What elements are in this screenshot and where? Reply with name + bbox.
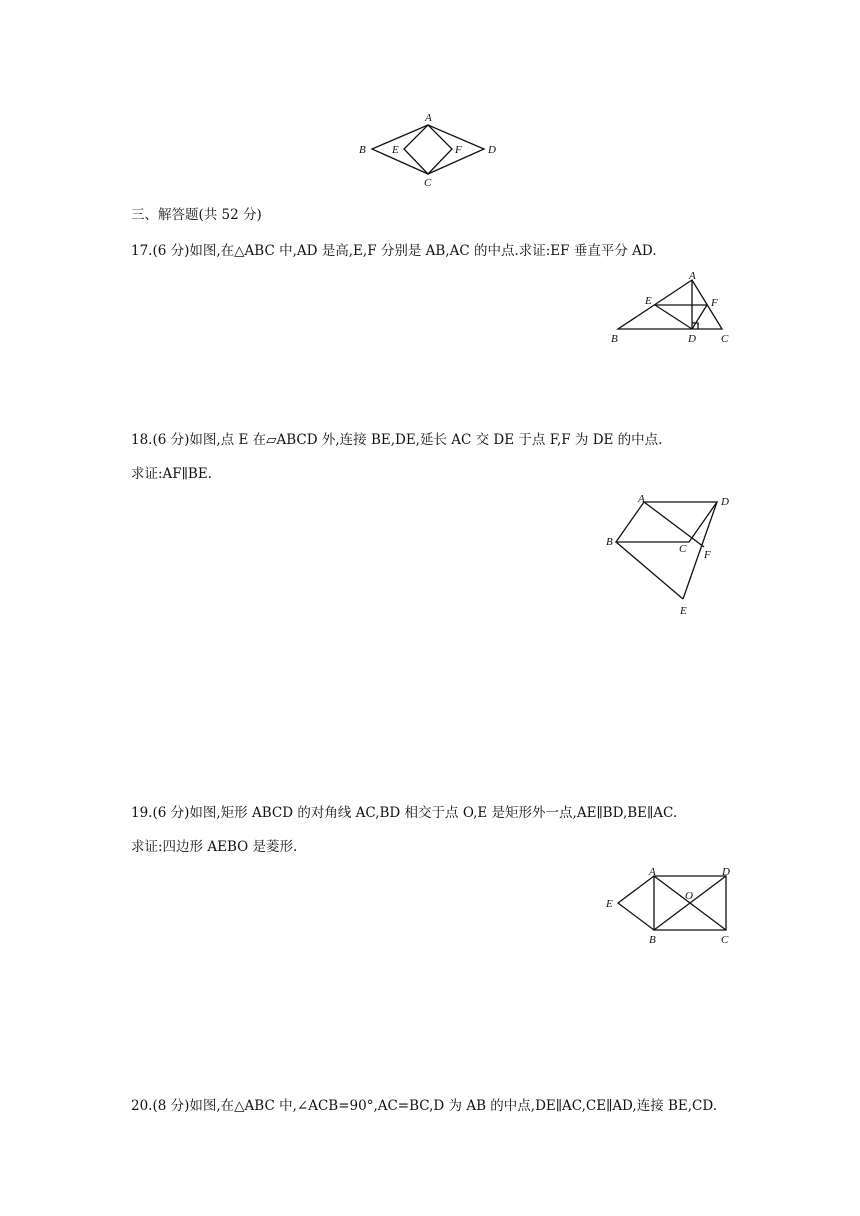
figure-19-rectangle	[600, 862, 740, 948]
label-c: C	[679, 543, 687, 555]
label-d: D	[722, 866, 730, 878]
label-b: B	[611, 333, 618, 345]
label-o: O	[685, 890, 693, 902]
label-c: C	[721, 333, 729, 345]
label-e: E	[645, 295, 652, 307]
label-a: A	[638, 493, 645, 505]
label-d: D	[721, 496, 729, 508]
problem-19-line-1: 19.(6 分)如图,矩形 ABCD 的对角线 AC,BD 相交于点 O,E 是矩形外一点,AE∥BD,BE∥AC.	[131, 805, 678, 821]
section-heading: 三、解答题(共 52 分)	[131, 207, 262, 223]
segment-de	[683, 502, 717, 599]
label-f: F	[455, 144, 462, 156]
problem-17-line-1: 17.(6 分)如图,在△ABC 中,AD 是高,E,F 分别是 AB,AC 的中点.求证:EF 垂直平分 AD.	[131, 243, 657, 259]
label-f: F	[704, 549, 711, 561]
label-a: A	[689, 270, 696, 282]
label-b: B	[649, 934, 656, 946]
problem-19-line-2: 求证:四边形 AEBO 是菱形.	[131, 839, 298, 855]
label-d: D	[688, 333, 696, 345]
label-e: E	[392, 144, 399, 156]
problem-18-line-1: 18.(6 分)如图,点 E 在▱ABCD 外,连接 BE,DE,延长 AC 交 DE 于点 F,F 为 DE 的中点.	[131, 432, 663, 448]
problem-18-line-2: 求证:AF∥BE.	[131, 466, 212, 482]
label-c: C	[424, 177, 432, 189]
label-f: F	[711, 297, 718, 309]
figure-18-parallelogram	[600, 488, 740, 622]
parallelogram-abcd	[616, 502, 717, 542]
problem-20-line-1: 20.(8 分)如图,在△ABC 中,∠ACB=90°,AC=BC,D 为 AB 的中点,DE∥AC,CE∥AD,连接 BE,CD.	[131, 1098, 718, 1114]
label-d: D	[488, 144, 496, 156]
segment-df	[692, 305, 707, 329]
label-e: E	[680, 605, 687, 617]
label-b: B	[606, 536, 613, 548]
outer-rhombus	[372, 125, 484, 174]
label-a: A	[649, 866, 656, 878]
label-c: C	[721, 934, 729, 946]
segment-ae-eb	[618, 876, 654, 930]
label-a: A	[425, 112, 432, 124]
figure-17-triangle	[604, 268, 738, 348]
figure-rhombus-top	[352, 108, 512, 192]
diagonal-ac-extended	[644, 502, 704, 547]
segment-ed	[655, 305, 692, 329]
segment-be	[616, 542, 683, 599]
label-b: B	[359, 144, 366, 156]
label-e: E	[606, 898, 613, 910]
